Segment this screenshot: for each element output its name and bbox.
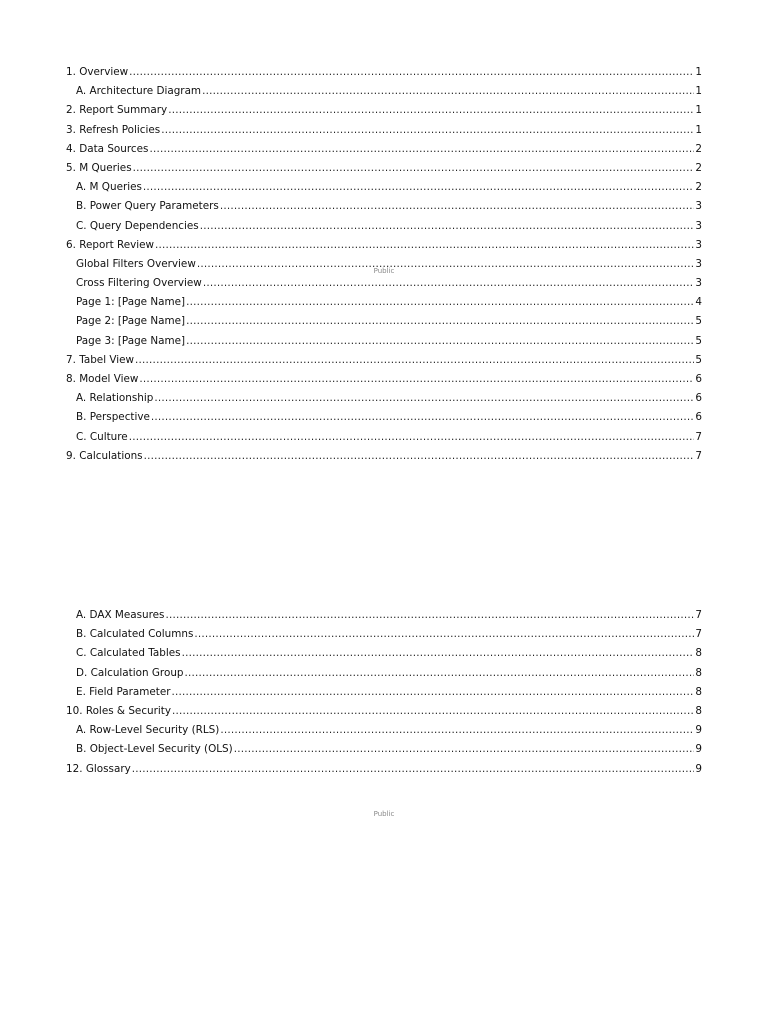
dot-leader [220,197,695,216]
dot-leader [172,702,694,721]
toc-entry [66,63,702,82]
public-label: Public [373,810,395,818]
toc-entry-title: B. Perspective [76,411,150,424]
toc-entry-title: Page 3: [Page Name] [76,334,186,347]
toc-entry [66,312,702,331]
toc-entry-title: D. Calculation Group [76,666,184,679]
toc-entry [66,644,702,663]
toc-section-2 [66,606,702,779]
toc-entry [66,408,702,427]
toc-entry-page-number: 7 [695,430,702,443]
toc-entry [66,274,702,293]
public-label: Public [373,267,395,275]
toc-entry [66,370,702,389]
toc-entry-page-number: 2 [695,142,702,155]
toc-entry-title: Global Filters Overview [76,257,196,270]
dot-leader [200,217,695,236]
toc-entry [66,159,702,178]
dot-leader [220,721,694,740]
toc-entry [66,664,702,683]
toc-entry-title: 3. Refresh Policies [66,123,161,136]
dot-leader [182,644,695,663]
toc-entry-page-number: 3 [695,277,702,290]
toc-entry-page-number: 7 [695,628,702,641]
toc-entry-title: A. Row-Level Security (RLS) [76,724,220,737]
toc-entry-title: C. Calculated Tables [76,647,181,660]
toc-entry-page-number: 4 [695,296,702,309]
toc-entry-page-number: 1 [695,85,702,98]
dot-leader [155,236,694,255]
toc-entry [66,217,702,236]
toc-entry [66,332,702,351]
dot-leader [186,312,694,331]
toc-entry [66,447,702,466]
toc-entry [66,625,702,644]
toc-entry-page-number: 5 [695,353,702,366]
dot-leader [133,159,695,178]
toc-entry [66,197,702,216]
toc-entry [66,82,702,101]
toc-entry [66,389,702,408]
toc-entry-title: A. DAX Measures [76,609,165,621]
toc-entry-page-number: 7 [695,609,702,621]
dot-leader [149,140,694,159]
toc-entry [66,760,702,779]
toc-entry-title: B. Calculated Columns [76,628,194,641]
toc-entry-page-number: 8 [695,704,702,717]
dot-leader [165,606,694,625]
toc-entry-title: 7. Tabel View [66,353,135,366]
toc-entry [66,121,702,140]
toc-entry-title: B. Power Query Parameters [76,200,219,213]
toc-entry-title: 2. Report Summary [66,104,168,117]
toc-entry-page-number: 1 [695,66,702,78]
toc-entry-title: B. Object-Level Security (OLS) [76,743,233,756]
toc-entry-title: A. M Queries [76,181,142,194]
toc-entry-title: 5. M Queries [66,161,132,174]
dot-leader [172,683,695,702]
toc-entry-page-number: 8 [695,647,702,660]
toc-entry [66,428,702,447]
toc-entry-page-number: 1 [695,104,702,117]
toc-entry-page-number: 6 [695,392,702,405]
toc-entry-title: E. Field Parameter [76,685,171,698]
toc-entry-page-number: 2 [695,181,702,194]
toc-entry-title: A. Architecture Diagram [76,85,202,98]
toc-entry-page-number: 3 [695,200,702,213]
dot-leader [154,389,694,408]
toc-entry-title: 8. Model View [66,373,139,385]
toc-entry-page-number: 2 [695,161,702,174]
toc-entry-page-number: 5 [695,334,702,347]
toc-entry-title: A. Relationship [76,392,154,405]
dot-leader [186,332,694,351]
toc-entry-page-number: 8 [695,685,702,698]
toc-entry-page-number: 6 [695,373,702,385]
dot-leader [161,121,694,140]
toc-entry-title: 10. Roles & Security [66,704,172,717]
dot-leader [185,664,695,683]
toc-entry [66,740,702,759]
toc-entry-title: C. Query Dependencies [76,219,199,232]
toc-entry [66,351,702,370]
toc-entry [66,178,702,197]
toc-entry-title: Page 2: [Page Name] [76,315,186,328]
dot-leader [194,625,694,644]
toc-entry-title: 4. Data Sources [66,142,149,155]
toc-entry-page-number: 5 [695,315,702,328]
toc-section-1 [66,63,702,466]
dot-leader [139,370,694,389]
toc-entry-page-number: 3 [695,238,702,251]
toc-entry-title: Cross Filtering Overview [76,277,202,290]
toc-entry-page-number: 9 [695,762,702,775]
dot-leader [168,101,694,120]
toc-entry-title: C. Culture [76,430,128,443]
toc-entry-page-number: 9 [695,724,702,737]
toc-entry-title: 1. Overview [66,66,129,78]
toc-entry-title: 12. Glossary [66,762,131,775]
dot-leader [202,82,694,101]
toc-entry-page-number: 3 [695,257,702,270]
dot-leader [132,760,695,779]
toc-entry [66,236,702,255]
toc-entry [66,606,702,625]
dot-leader [203,274,695,293]
dot-leader [234,740,695,759]
toc-entry [66,101,702,120]
dot-leader [129,63,694,82]
toc-entry [66,702,702,721]
toc-entry-title: Page 1: [Page Name] [76,296,186,309]
toc-entry-page-number: 1 [695,123,702,136]
toc-entry-page-number: 8 [695,666,702,679]
toc-entry-page-number: 6 [695,411,702,424]
toc-entry [66,293,702,312]
dot-leader [151,408,694,427]
toc-entry-page-number: 7 [695,449,702,462]
toc-entry-title: 6. Report Review [66,238,155,251]
dot-leader [129,428,695,447]
dot-leader [186,293,694,312]
toc-entry-page-number: 9 [695,743,702,756]
dot-leader [144,447,695,466]
toc-entry [66,721,702,740]
toc-entry [66,683,702,702]
toc-entry-page-number: 3 [695,219,702,232]
toc-entry [66,140,702,159]
dot-leader [143,178,694,197]
toc-entry-title: 9. Calculations [66,449,143,462]
dot-leader [135,351,694,370]
